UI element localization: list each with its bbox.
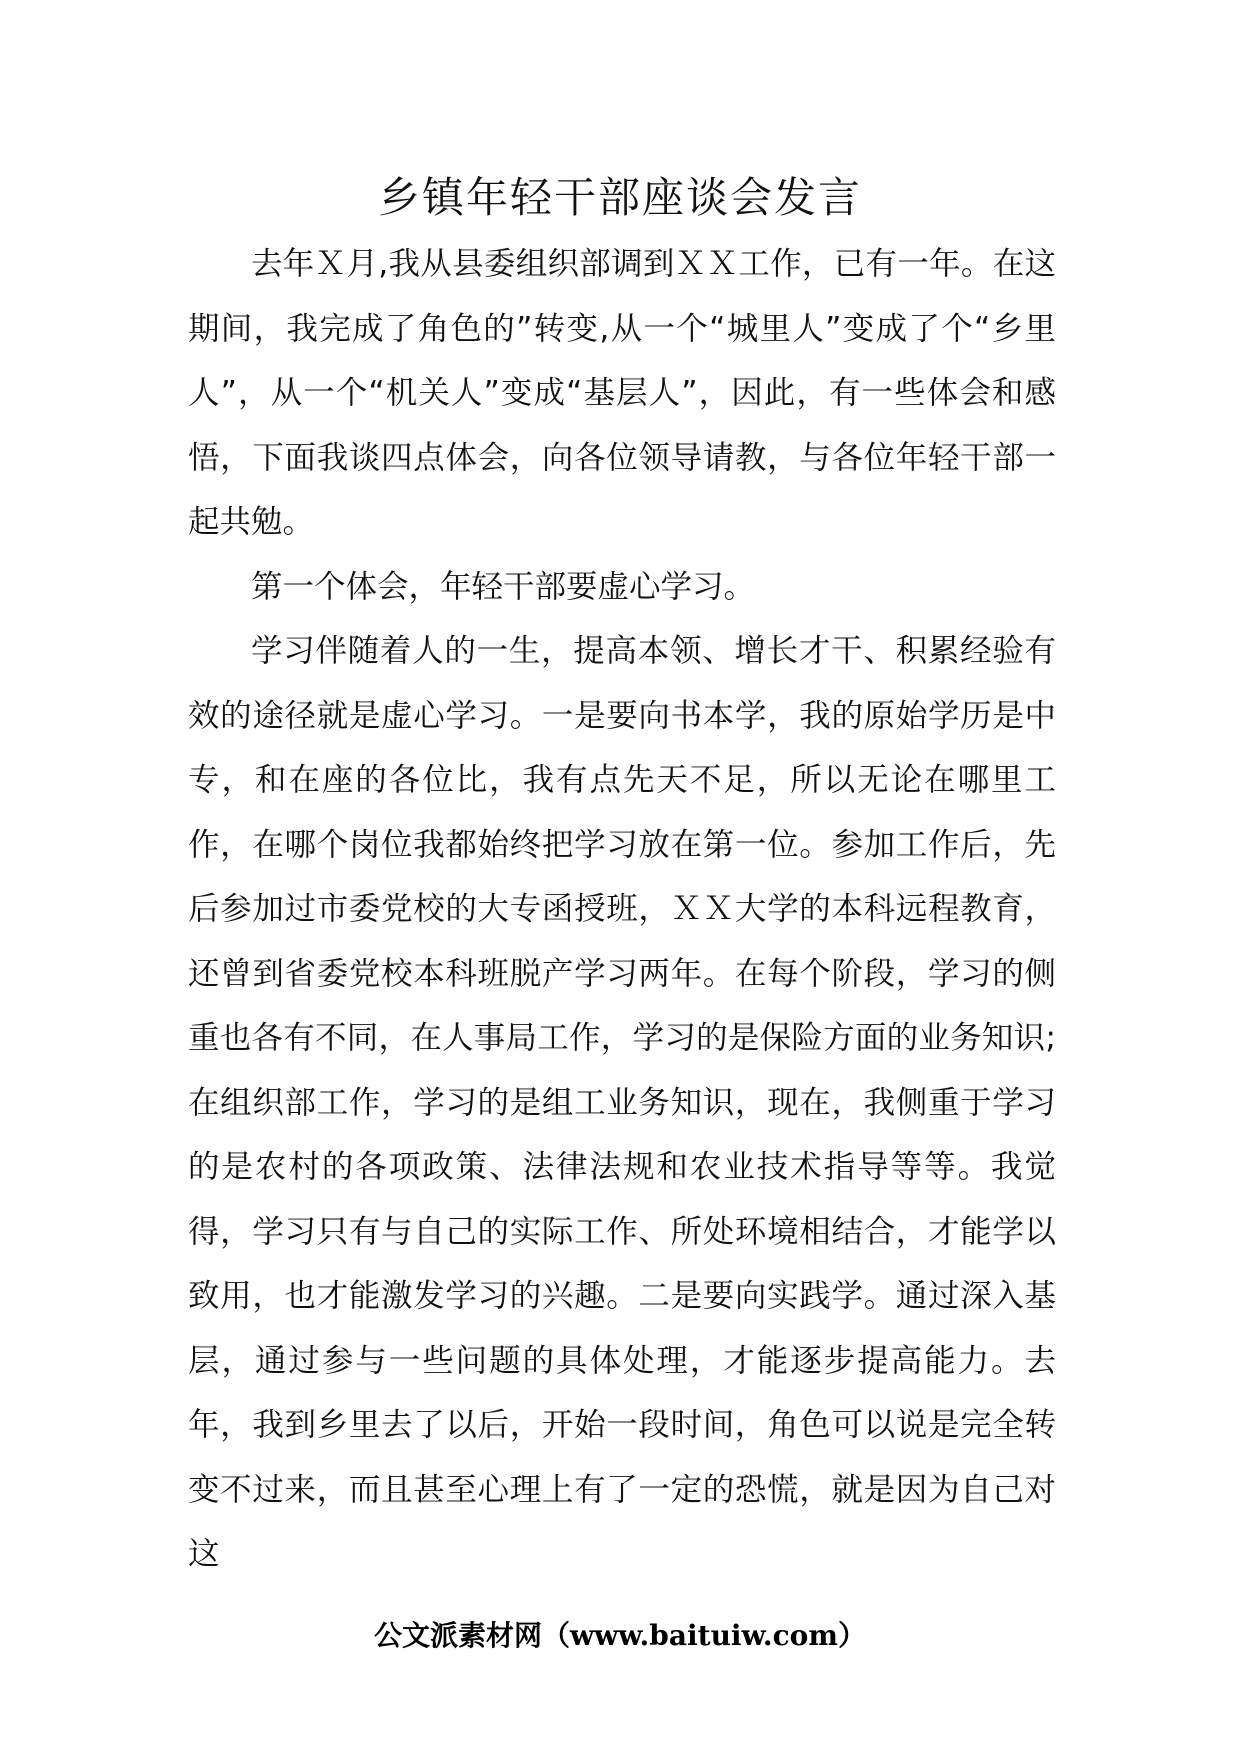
paragraph-intro: 去年Ｘ月,我从县委组织部调到ＸＸ工作，已有一年。在这期间，我完成了角色的”转变,从一个“城里人”变成了个“乡里人”，从一个“机关人”变成“基层人”，因此，有一些体会和感悟，下面我谈四点体会，向各位领导请教，与各位年轻干部一起共勉。 (188, 246, 1056, 540)
paragraph-learning: 学习伴随着人的一生，提高本领、增长才干、积累经验有效的途径就是虚心学习。一是要向书本学，我的原始学历是中专，和在座的各位比，我有点先天不足，所以无论在哪里工作，在哪个岗位我都始终把学习放在第一位。参加工作后，先后参加过市委党校的大专函授班，ＸＸ大学的本科远程教育，还曾到省委党校本科班脱产学习两年。在每个阶段，学习的侧重也各有不同，在人事局工作，学习的是保险方面的业务知识;在组织部工作，学习的是组工业务知识，现在，我侧重于学习的是农村的各项政策、法律法规和农业技术指导等等。我觉得，学习只有与自己的实际工作、所处环境相结合，才能学以致用，也才能激发学习的兴趣。二是要向实践学。通过深入基层，通过参与一些问题的具体处理，才能逐步提高能力。去年，我到乡里去了以后，开始一段时间，角色可以说是完全转变不过来，而且甚至心理上有了一定的恐慌，就是因为自己对这 (188, 633, 1056, 1572)
paragraph-section-heading: 第一个体会，年轻干部要虚心学习。 (251, 568, 756, 605)
footer-watermark: 公文派素材网（www.baituiw.com） (374, 1619, 866, 1652)
document-title: 乡镇年轻干部座谈会发言 (377, 173, 862, 222)
document-body (188, 232, 1056, 1587)
